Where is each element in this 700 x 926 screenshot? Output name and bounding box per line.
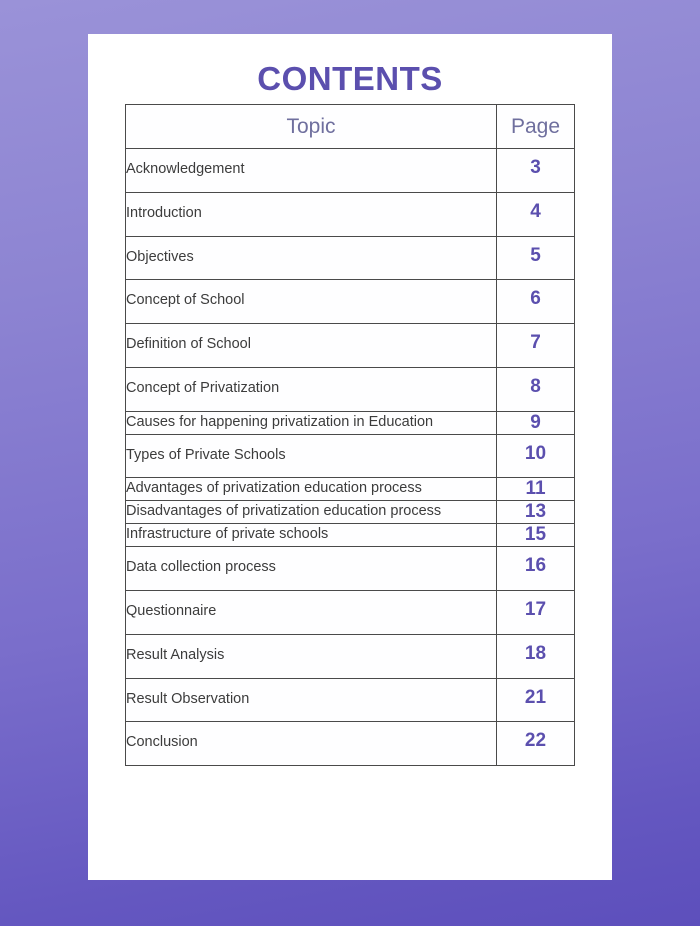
- table-row: [126, 280, 575, 324]
- table-row: [126, 501, 575, 524]
- table-row: [126, 634, 575, 678]
- toc-entry-page-number: 13: [497, 501, 575, 524]
- toc-entry-page-number: 10: [497, 434, 575, 478]
- toc-entry-page-number: 17: [497, 591, 575, 635]
- table-row: [126, 149, 575, 193]
- table-row: [126, 478, 575, 501]
- toc-entry-topic: Types of Private Schools: [126, 434, 497, 478]
- toc-entry-page-number: 7: [497, 324, 575, 368]
- column-header-topic: Topic: [126, 105, 497, 149]
- page-title: CONTENTS: [257, 60, 443, 97]
- toc-entry-topic: Acknowledgement: [126, 149, 497, 193]
- table-row: [126, 324, 575, 368]
- toc-entry-topic: Concept of Privatization: [126, 367, 497, 411]
- toc-entry-page-number: 21: [497, 678, 575, 722]
- table-header: [126, 105, 575, 149]
- toc-entry-topic: Advantages of privatization education process: [126, 478, 497, 501]
- toc-entry-page-number: 4: [497, 192, 575, 236]
- column-header-page: Page: [497, 105, 575, 149]
- table-header-row: [126, 105, 575, 149]
- toc-entry-page-number: 15: [497, 524, 575, 547]
- toc-entry-topic: Objectives: [126, 236, 497, 280]
- toc-entry-page-number: 8: [497, 367, 575, 411]
- table-row: [126, 524, 575, 547]
- toc-entry-topic: Conclusion: [126, 722, 497, 766]
- table-row: [126, 434, 575, 478]
- table-row: [126, 722, 575, 766]
- toc-entry-page-number: 3: [497, 149, 575, 193]
- toc-entry-page-number: 18: [497, 634, 575, 678]
- table-of-contents: [125, 104, 575, 766]
- toc-entry-page-number: 22: [497, 722, 575, 766]
- toc-entry-topic: Definition of School: [126, 324, 497, 368]
- table-row: [126, 367, 575, 411]
- toc-entry-topic: Result Analysis: [126, 634, 497, 678]
- toc-entry-topic: Questionnaire: [126, 591, 497, 635]
- toc-entry-topic: Data collection process: [126, 547, 497, 591]
- toc-entry-page-number: 5: [497, 236, 575, 280]
- toc-entry-topic: Infrastructure of private schools: [126, 524, 497, 547]
- toc-entry-page-number: 6: [497, 280, 575, 324]
- toc-entry-topic: Causes for happening privatization in Education: [126, 411, 497, 434]
- table-body: [126, 149, 575, 766]
- table-row: [126, 591, 575, 635]
- table-row: [126, 192, 575, 236]
- table-row: [126, 236, 575, 280]
- toc-entry-topic: Introduction: [126, 192, 497, 236]
- document-panel: [88, 34, 612, 880]
- toc-entry-page-number: 11: [497, 478, 575, 501]
- toc-entry-topic: Result Observation: [126, 678, 497, 722]
- toc-entry-topic: Concept of School: [126, 280, 497, 324]
- toc-entry-page-number: 16: [497, 547, 575, 591]
- toc-entry-page-number: 9: [497, 411, 575, 434]
- table-row: [126, 411, 575, 434]
- toc-entry-topic: Disadvantages of privatization education process: [126, 501, 497, 524]
- table-row: [126, 547, 575, 591]
- table-row: [126, 678, 575, 722]
